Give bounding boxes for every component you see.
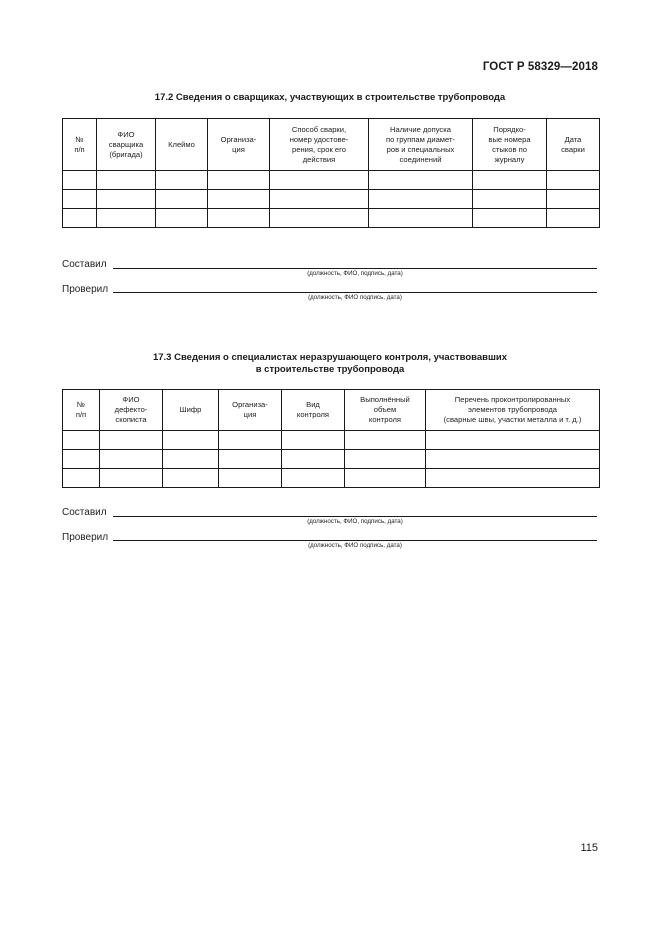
column-header: № п/п (63, 390, 100, 431)
column-header: Организа- ция (208, 119, 270, 171)
column-header: Порядко- вые номера стыков по журналу (473, 119, 547, 171)
compiled-by-line (113, 516, 597, 517)
checked-by-label: Проверил (62, 532, 109, 543)
compiled-by-label: Составил (62, 507, 107, 518)
column-header: Способ сварки, номер удостове- рения, срок его действия (270, 119, 369, 171)
table-row (63, 190, 600, 209)
page-number: 115 (580, 842, 598, 854)
column-header: Шифр (163, 390, 219, 431)
table-row (63, 469, 600, 488)
checked-by-hint: (должность, ФИО подпись, дата) (308, 542, 402, 549)
table-row (63, 209, 600, 228)
section-17-3-title-line1: 17.3 Сведения о специалистах неразрушающего контроля, участвовавших (152, 352, 508, 363)
checked-by-line (113, 292, 597, 293)
welders-table-header (63, 119, 600, 171)
column-header: Наличие допуска по группам диамет- ров и специальных соединений (369, 119, 473, 171)
compiled-by-hint: (должность, ФИО, подпись, дата) (307, 518, 403, 525)
column-header: Перечень проконтролированных элементов трубопровода (сварные швы, участки металла и т. д.) (426, 390, 600, 431)
compiled-by-line (113, 268, 597, 269)
column-header: ФИО сварщика (бригада) (97, 119, 156, 171)
standard-designation: ГОСТ Р 58329—2018 (482, 61, 598, 73)
table-row (63, 171, 600, 190)
section-17-2-title: 17.2 Сведения о сварщиках, участвующих в строительстве трубопровода (154, 92, 506, 103)
table-row (63, 450, 600, 469)
checked-by-hint: (должность, ФИО подпись, дата) (308, 294, 402, 301)
column-header: № п/п (63, 119, 97, 171)
column-header: Выполнённый объем контроля (345, 390, 426, 431)
ndt-table-header (63, 390, 600, 431)
table-row (63, 431, 600, 450)
column-header: Вид контроля (282, 390, 345, 431)
ndt-specialists-table (62, 389, 600, 488)
compiled-by-hint: (должность, ФИО, подпись, дата) (307, 270, 403, 277)
column-header: Дата сварки (547, 119, 600, 171)
welders-table (62, 118, 600, 228)
column-header: ФИО дефекто- скописта (100, 390, 163, 431)
checked-by-line (113, 540, 597, 541)
section-17-3-title-line2: в строительстве трубопровода (255, 364, 405, 375)
checked-by-label: Проверил (62, 284, 109, 295)
column-header: Клеймо (156, 119, 208, 171)
compiled-by-label: Составил (62, 259, 107, 270)
column-header: Организа- ция (219, 390, 282, 431)
